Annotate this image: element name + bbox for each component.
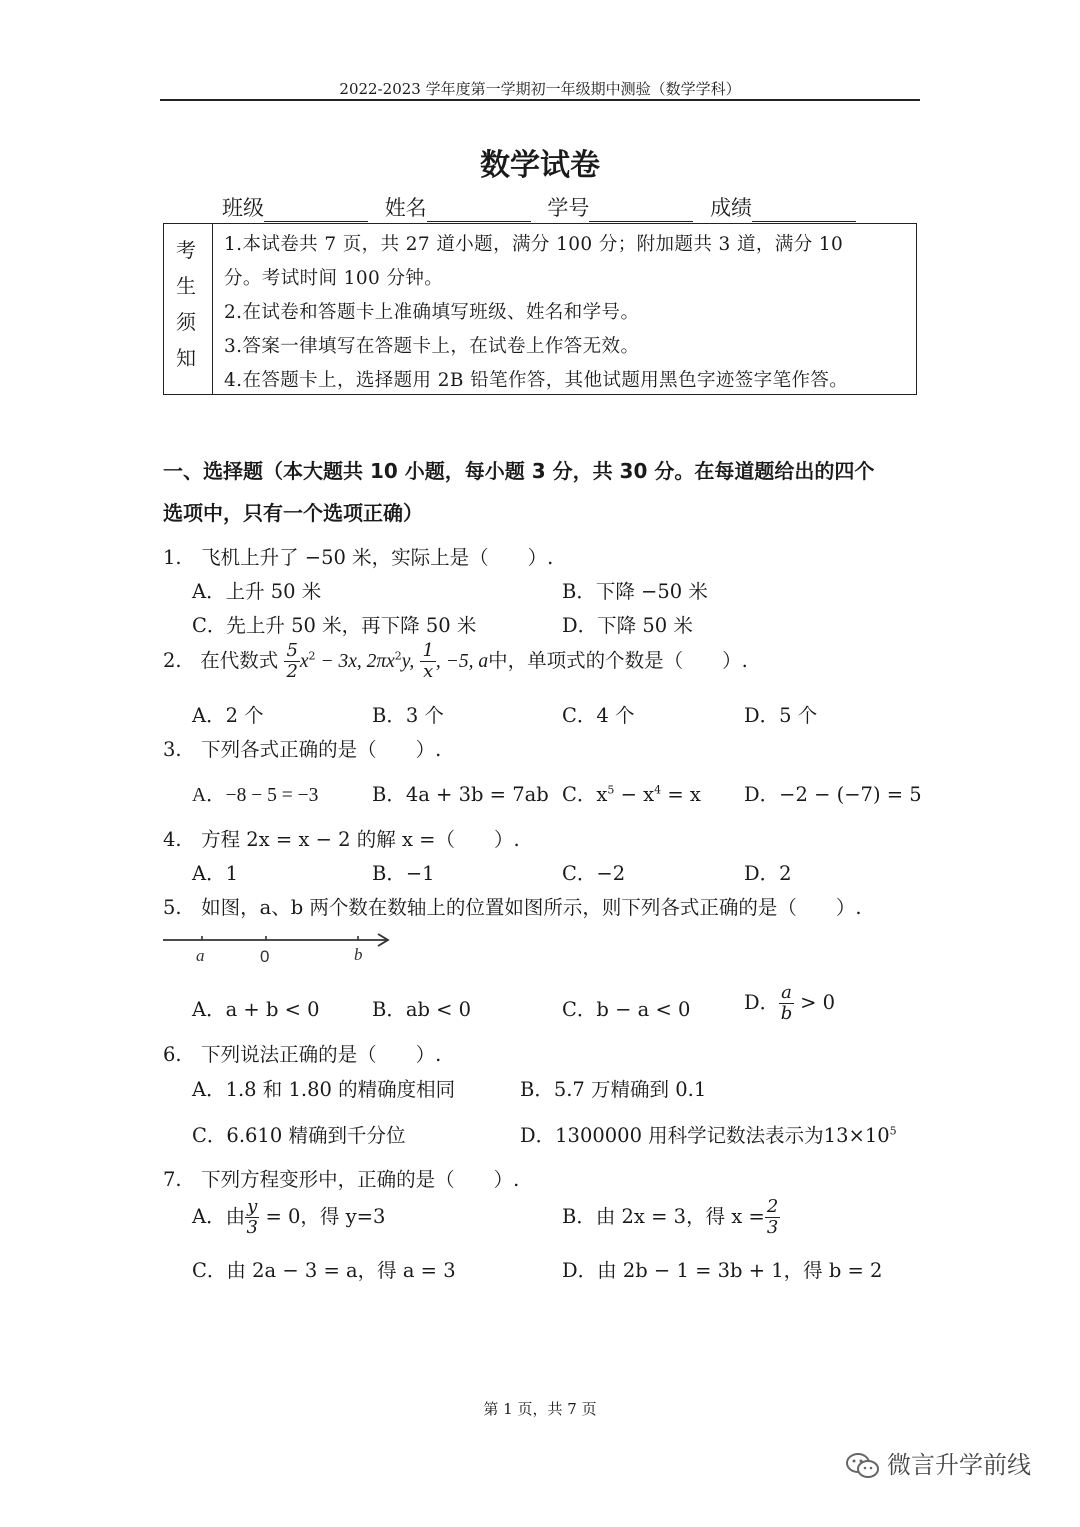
class-label: 班级 (222, 196, 264, 220)
watermark (845, 1445, 1031, 1481)
question-7-option-b (562, 1198, 780, 1237)
wechat-icon (845, 1451, 881, 1481)
axis-label-0: 0 (260, 947, 270, 966)
question-4-option-a: A．1 (192, 862, 238, 885)
q5-d-post: > 0 (793, 991, 836, 1014)
question-2-option-c: C．4 个 (562, 704, 635, 727)
question-1-option-c: C．先上升 50 米，再下降 50 米 (192, 614, 477, 637)
question-6-stem: 6. 下列说法正确的是（ ）. (163, 1043, 442, 1066)
question-7-stem: 7. 下列方程变形中，正确的是（ ）. (163, 1168, 520, 1191)
q2-frac-denominator: 2 (286, 661, 298, 682)
score-blank[interactable] (752, 199, 856, 222)
q2-pre: 在代数式 (200, 649, 279, 672)
question-1-stem: 1. 飞机上升了 −50 米，实际上是（ ）. (163, 546, 554, 569)
page-number: 第 1 页，共 7 页 (483, 1400, 597, 1418)
q6-d-exp: 5 (889, 1124, 897, 1138)
notice-side-char: 知 (176, 346, 196, 370)
question-4-option-c: C．−2 (562, 862, 626, 885)
question-2-option-b: B．3 个 (372, 704, 444, 727)
question-2-stem (163, 642, 748, 681)
question-5-option-a: A．a + b < 0 (192, 998, 320, 1021)
q3-c-pre: C．x (562, 783, 608, 806)
q2-frac-denominator: x (423, 661, 434, 682)
question-4-option-b: B．−1 (372, 862, 435, 885)
q5-d-fraction (779, 984, 794, 1023)
q5-d-denominator: b (780, 1003, 793, 1024)
q2-number: 2. (163, 649, 182, 672)
notice-line: 3.答案一律填写在答题卡上，在试卷上作答无效。 (224, 336, 640, 357)
notice-line: 4.在答题卡上，选择题用 2B 铅笔作答，其他试题用黑色字迹签字笔作答。 (224, 370, 849, 391)
notice-line: 分。考试时间 100 分钟。 (224, 268, 444, 289)
number-label: 学号 (547, 196, 590, 220)
header-rule (160, 99, 920, 101)
notice-line: 1.本试卷共 7 页，共 27 道小题，满分 100 分；附加题共 3 道，满分 10 (224, 234, 844, 255)
exam-header: 2022-2023 学年度第一学期初一年级期中测验（数学学科） (339, 80, 741, 98)
question-3-option-d: D．−2 − (−7) = 5 (744, 783, 922, 806)
question-1-option-a: A．上升 50 米 (192, 580, 322, 603)
question-5-option-c: C．b − a < 0 (562, 998, 691, 1021)
q7-b-pre: B．由 2x = 3，得 x = (562, 1205, 765, 1228)
q2-expr: x (299, 651, 309, 672)
notice-side-char: 考 (176, 238, 196, 262)
q2-expr: , −5, a (435, 651, 489, 672)
number-line-figure (160, 926, 400, 970)
q7-a-denominator: 3 (246, 1217, 258, 1238)
question-2-option-a: A．2 个 (192, 704, 264, 727)
question-2-option-d: D．5 个 (744, 704, 818, 727)
question-4-stem: 4. 方程 2x = x − 2 的解 x =（ ）. (163, 828, 520, 851)
notice-side-char: 须 (176, 310, 196, 334)
q2-exp: 2 (308, 649, 316, 663)
q2-exp: 2 (394, 649, 402, 663)
question-7-option-d: D．由 2b − 1 = 3b + 1，得 b = 2 (562, 1259, 883, 1282)
page-title: 数学试卷 (480, 148, 600, 183)
q3-c-mid: − x (614, 783, 655, 806)
question-6-option-d (520, 1120, 897, 1148)
section-heading-cont: 选项中，只有一个选项正确） (163, 501, 423, 525)
q2-expr: y, (401, 651, 415, 672)
exam-notice-box (163, 223, 917, 395)
watermark-text: 微言升学前线 (887, 1451, 1031, 1479)
question-5-stem: 5. 如图，a、b 两个数在数轴上的位置如图所示，则下列各式正确的是（ ）. (163, 896, 862, 919)
section-heading: 一、选择题（本大题共 10 小题，每小题 3 分，共 30 分。在每道题给出的四个 (163, 459, 875, 483)
name-label: 姓名 (384, 196, 427, 220)
question-7-option-a (192, 1198, 385, 1237)
question-6-option-a: A．1.8 和 1.80 的精确度相同 (192, 1078, 456, 1101)
q3-c-post: = x (661, 783, 701, 806)
question-3-option-c (562, 779, 701, 807)
q7-a-numerator: y (247, 1196, 258, 1217)
student-info-fields (222, 192, 866, 222)
q7-b-fraction (765, 1198, 780, 1237)
score-label: 成绩 (710, 196, 753, 220)
name-blank[interactable] (427, 199, 531, 222)
q5-d-pre: D． (744, 991, 780, 1014)
question-3-option-a: A．−8 − 5 = −3 (192, 785, 319, 806)
question-1-option-d: D．下降 50 米 (562, 614, 693, 637)
notice-side-label (164, 224, 213, 394)
notice-line: 2.在试卷和答题卡上准确填写班级、姓名和学号。 (224, 302, 640, 323)
question-4-option-d: D．2 (744, 862, 792, 885)
q3-c-exp: 4 (654, 783, 662, 797)
q7-a-pre: A．由 (192, 1205, 246, 1228)
question-1-option-b: B．下降 −50 米 (562, 580, 708, 603)
q2-fraction (420, 642, 435, 681)
notice-side-char: 生 (176, 274, 196, 298)
q6-d-text: D．1300000 用科学记数法表示为13×10 (520, 1124, 890, 1147)
q7-b-numerator: 2 (766, 1196, 779, 1217)
q3-c-exp: 5 (607, 783, 615, 797)
q2-fraction (284, 642, 299, 681)
question-3-option-b: B．4a + 3b = 7ab (372, 783, 549, 806)
q7-b-denominator: 3 (766, 1217, 779, 1238)
q2-frac-numerator: 1 (422, 640, 434, 661)
question-6-option-b: B．5.7 万精确到 0.1 (520, 1078, 707, 1101)
q2-post: 中，单项式的个数是（ ）. (488, 649, 748, 672)
class-blank[interactable] (264, 199, 368, 222)
q2-frac-numerator: 5 (286, 640, 298, 661)
axis-label-b: b (354, 945, 363, 964)
q2-expr: − 3x, 2πx (315, 651, 395, 672)
question-5-option-d (744, 984, 835, 1023)
number-blank[interactable] (589, 199, 693, 222)
q7-a-fraction (245, 1198, 259, 1237)
q5-d-numerator: a (781, 982, 792, 1003)
question-5-option-b: B．ab < 0 (372, 998, 472, 1021)
question-6-option-c: C．6.610 精确到千分位 (192, 1124, 406, 1147)
question-7-option-c: C．由 2a − 3 = a，得 a = 3 (192, 1259, 456, 1282)
q7-a-post: = 0，得 y=3 (259, 1205, 386, 1228)
question-3-stem: 3. 下列各式正确的是（ ）. (163, 738, 442, 761)
axis-label-a: a (196, 946, 205, 965)
